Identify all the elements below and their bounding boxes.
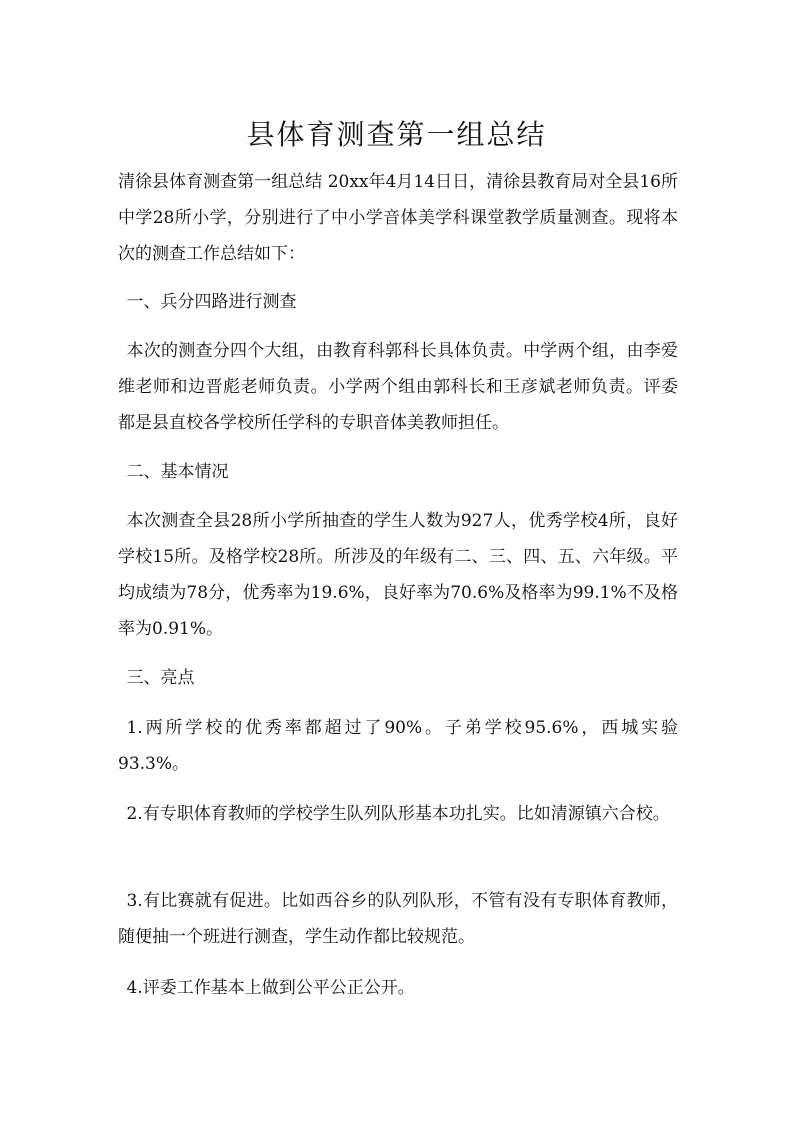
section-heading-2: 二、基本情况 xyxy=(126,462,229,482)
section-heading-3: 三、亮点 xyxy=(126,668,195,688)
highlight-item-2: 2.有专职体育教师的学校学生队列队形基本功扎实。比如清源镇六合校。 xyxy=(126,804,670,824)
section-1-paragraph: 本次的测查分四个大组，由教育科郭科长具体负责。中学两个组，由李爱维老师和边晋彪老师负责。小学两个组由郭科长和王彦斌老师负责。评委都是县直校各学校所任学科的专职音体美教师担任。 xyxy=(118,341,678,433)
highlight-item-3: 3.有比赛就有促进。比如西谷乡的队列队形，不管有没有专职体育教师，随便抽一个班进行测查，学生动作都比较规范。 xyxy=(118,891,678,947)
section-heading-1: 一、兵分四路进行测查 xyxy=(126,292,297,312)
highlight-item-4: 4.评委工作基本上做到公平公正公开。 xyxy=(126,978,415,998)
document-title: 县体育测查第一组总结 xyxy=(246,117,547,151)
intro-paragraph: 清徐县体育测查第一组总结 20xx年4月14日日，清徐县教育局对全县16所中学28所小学，分别进行了中小学音体美学科课堂教学质量测查。现将本次的测查工作总结如下： xyxy=(118,172,678,264)
highlight-item-1: 1.两所学校的优秀率都超过了90%。子弟学校95.6%，西城实验93.3%。 xyxy=(118,718,678,774)
section-2-paragraph: 本次测查全县28所小学所抽查的学生人数为927人，优秀学校4所，良好学校15所。及格学校28所。所涉及的年级有二、三、四、五、六年级。平均成绩为78分，优秀率为19.6%，良好率为70.6%及格率为99.1%不及格率为0.91%。 xyxy=(118,511,678,639)
